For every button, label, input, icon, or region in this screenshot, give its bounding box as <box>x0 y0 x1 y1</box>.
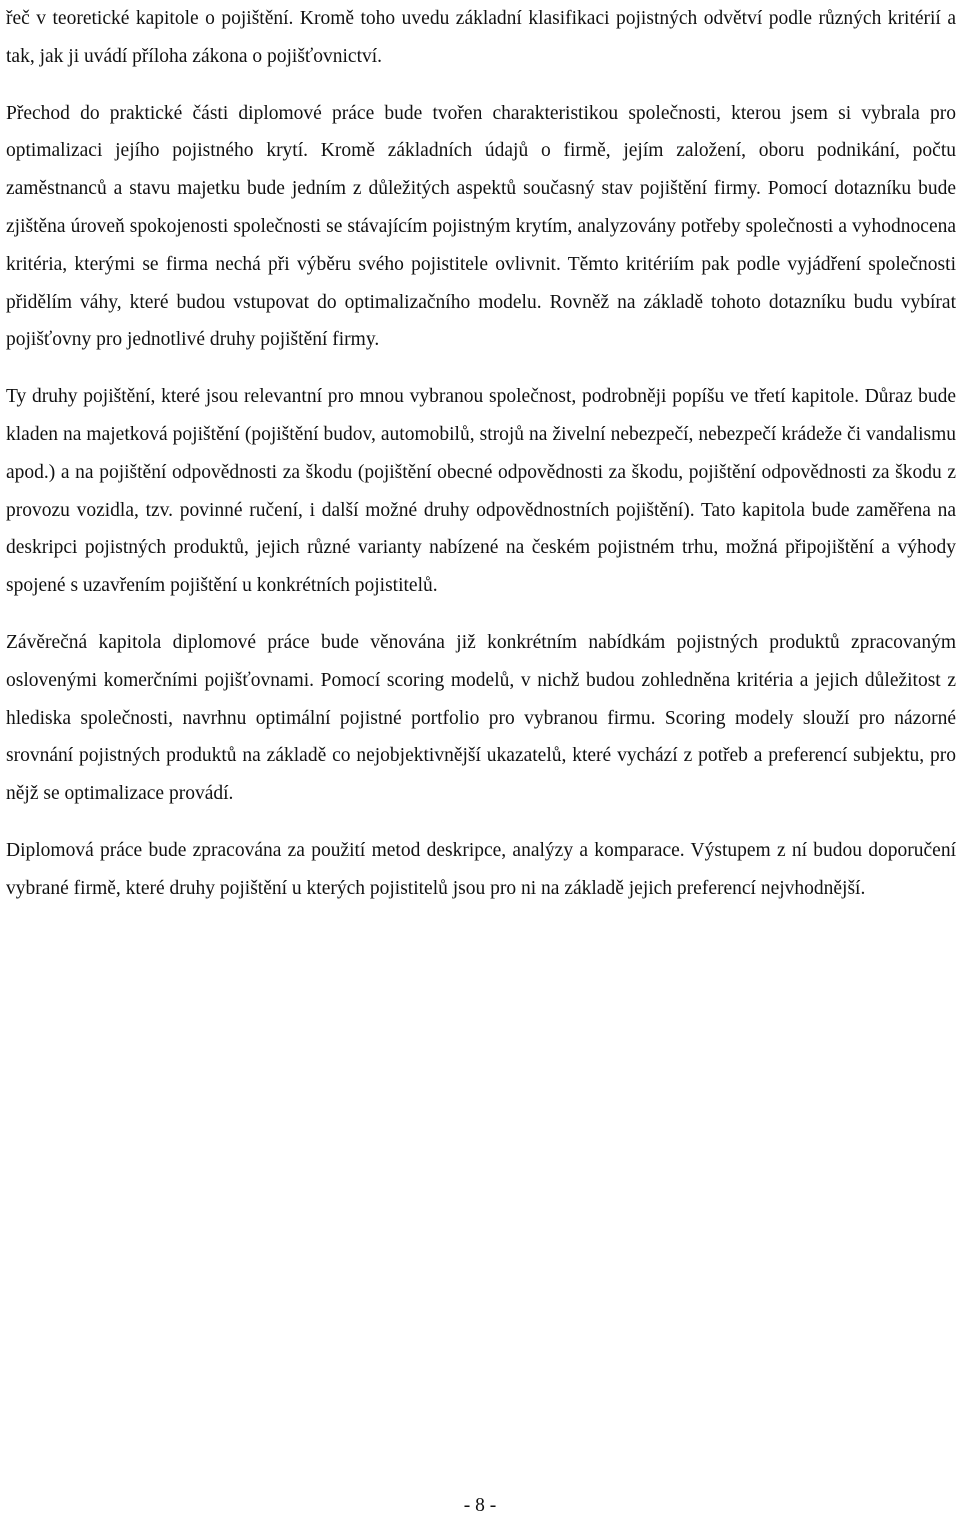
paragraph-practical-part: Přechod do praktické části diplomové práce bude tvořen charakteristikou společnosti, kterou jsem si vybrala pro optimalizaci jejího pojistného krytí. Kromě základních údajů o firmě, jejím založení, oboru podnikání, počtu zaměstnanců a stavu majetku bude jedním z důležitých aspektů současný stav pojištění firmy. Pomocí dotazníku bude zjištěna úroveň spokojenosti společnosti se stávajícím pojistným krytím, analyzovány potřeby společnosti a vyhodnocena kritéria, kterými se firma nechá při výběru svého pojistitele ovlivnit. Těmto kritériím pak podle vyjádření společnosti přidělím váhy, které budou vstupovat do optimalizačního modelu. Rovněž na základě tohoto dotazníku budu vybírat pojišťovny pro jednotlivé druhy pojištění firmy. <box>6 102 956 351</box>
paragraph-intro-continuation: řeč v teoretické kapitole o pojištění. Kromě toho uvedu základní klasifikaci pojistných odvětví podle různých kritérií a tak, jak ji uvádí příloha zákona o pojišťovnictví. <box>6 8 956 67</box>
page-number: - 8 - <box>463 1495 497 1516</box>
document-body <box>6 0 956 908</box>
paragraph-insurance-types: Ty druhy pojištění, které jsou relevantní pro mnou vybranou společnost, podrobněji popíšu ve třetí kapitole. Důraz bude kladen na majetková pojištění (pojištění budov, automobilů, strojů na živelní nebezpečí, nebezpečí krádeže či vandalismu apod.) a na pojištění odpovědnosti za škodu (pojištění obecné odpovědnosti za škodu, pojištění odpovědnosti za škodu z provozu vozidla, tzv. povinné ručení, i další možné druhy odpovědnostních pojištění). Tato kapitola bude zaměřena na deskripci pojistných produktů, jejich různé varianty nabízené na českém pojistném trhu, možná připojištění a výhody spojené s uzavřením pojištění u konkrétních pojistitelů. <box>6 386 956 597</box>
paragraph-methods: Diplomová práce bude zpracována za použití metod deskripce, analýzy a komparace. Výstupem z ní budou doporučení vybrané firmě, které druhy pojištění u kterých pojistitelů jsou pro ni na základě jejich preferencí nejvhodnější. <box>6 839 956 899</box>
paragraph-final-chapter: Závěrečná kapitola diplomové práce bude věnována již konkrétním nabídkám pojistných produktů zpracovaným oslovenými komerčními pojišťovnami. Pomocí scoring modelů, v nichž budou zohledněna kritéria a jejich důležitost z hlediska společnosti, navrhnu optimální pojistné portfolio pro vybranou firmu. Scoring modely slouží pro názorné srovnání pojistných produktů na základě co nejobjektivnější ukazatelů, které vychází z potřeb a preferencí subjektu, pro nějž se optimalizace provádí. <box>6 631 956 805</box>
